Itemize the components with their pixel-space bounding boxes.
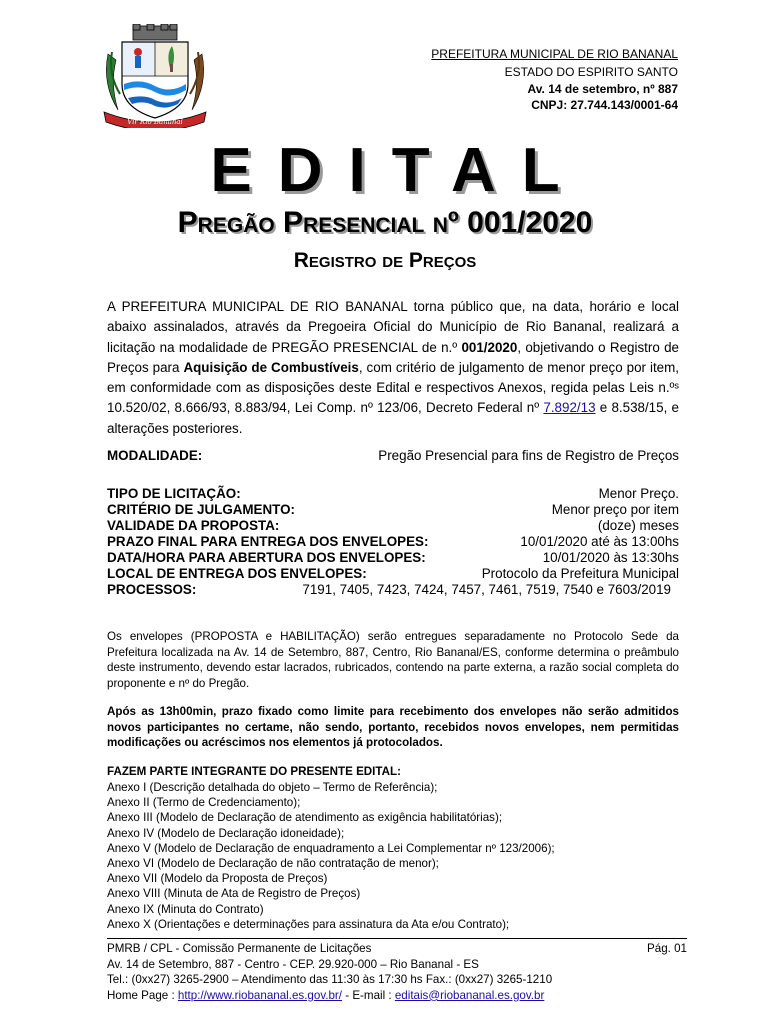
field-value: Pregão Presencial para fins de Registro de Preços [378, 448, 679, 463]
footer-phones: Tel.: (0xx27) 3265-2900 – Atendimento das 11:30 às 17:30 hs Fax.: (0xx27) 3265-1210 [107, 973, 553, 987]
field-value: 7191, 7405, 7423, 7424, 7457, 7461, 7519, 7540 e 7603/2019 [302, 582, 671, 597]
list-item: Anexo VIII (Minuta de Ata de Registro de Preços) [107, 887, 361, 901]
list-item: Anexo II (Termo de Credenciamento); [107, 796, 301, 810]
header-cnpj: CNPJ: 27.744.143/0001-64 [531, 98, 678, 112]
deadline-paragraph: Após as 13h00min, prazo fixado como limite para recebimento dos envelopes não serão admitidos novos participantes no certame, não sendo, portanto, recebidos novos envelopes, nem permitidas modificações ou acréscimos nos elementos já protocolados. [107, 705, 679, 750]
email-label: - E-mail : [342, 988, 395, 1002]
footer-divider [107, 938, 687, 939]
page-footer [107, 941, 687, 1003]
envelopes-paragraph: Os envelopes (PROPOSTA e HABILITAÇÃO) serão entregues separadamente no Protocolo Sede da Prefeitura localizada na Av. 14 de Setembro, 887, Centro, Rio Bananal/ES, conforme determina o preâmbulo deste instrumento, devendo estar lacrados, rubricados, contendo na parte externa, a razão social completa do proponente e nº do Pregão. [107, 630, 679, 690]
header-prefeitura: PREFEITURA MUNICIPAL DE RIO BANANAL [431, 47, 678, 61]
intro-text-2: , objetivando o Registro de Preços para [107, 339, 679, 375]
document-subtitle: Pregão Presencial nº 001/2020 [177, 206, 593, 239]
list-item: Anexo V (Modelo de Declaração de enquadramento a Lei Complementar nº 123/2006); [107, 841, 555, 855]
field-value: Menor preço por item [551, 502, 679, 517]
email-link[interactable]: editais@riobananal.es.gov.br [394, 988, 545, 1002]
intro-object: Aquisição de Combustíveis [183, 359, 359, 375]
intro-text-4: e 8.538/15, e alterações posteriores. [107, 400, 679, 436]
annexes-heading: FAZEM PARTE INTEGRANTE DO PRESENTE EDITAL: [107, 765, 401, 778]
municipal-crest-logo [100, 24, 210, 128]
document-subtitle-registro: Registro de Preços [293, 249, 477, 272]
list-item: Anexo VII (Modelo da Proposta de Preços) [107, 872, 328, 886]
list-item: Anexo X (Orientações e determinações para assinatura da Ata e/ou Contrato); [107, 917, 510, 931]
intro-text-3: , com critério de julgamento de menor preço por item, em conformidade com as disposições deste Edital e respectivos Anexos, regida pelas Leis n.ºˢ 10.520/02, 8.666/93, 8.883/94, Lei Comp. nº 123/06, Decreto Federal nº [107, 359, 679, 416]
field-value: Menor Preço. [598, 486, 679, 501]
home-page-link[interactable]: http://www.riobananal.es.gov.br/ [177, 988, 343, 1002]
field-value: Protocolo da Prefeitura Municipal [481, 566, 679, 581]
field-label: CRITÉRIO DE JULGAMENTO: [107, 502, 295, 517]
list-item: Anexo IX (Minuta do Contrato) [107, 902, 264, 916]
page-number: Pág. 01 [647, 942, 687, 955]
field-label: PROCESSOS: [107, 582, 197, 597]
field-value: 10/01/2020 às 13:30hs [542, 550, 679, 565]
field-value: 10/01/2020 até às 13:00hs [520, 534, 679, 549]
footer-links [107, 988, 687, 1004]
field-label: TIPO DE LICITAÇÃO: [107, 486, 241, 501]
crest-motto: Vir Rio Bananal [127, 118, 183, 126]
header-address: Av. 14 de setembro, nº 887 [527, 82, 678, 96]
intro-text-1: A PREFEITURA MUNICIPAL DE RIO BANANAL torna público que, na data, horário e local abaixo assinalados, através da Pregoeira Oficial do Município de Rio Bananal, realizará a licitação na modalidade de PREGÃO PRESENCIAL de n.º [107, 299, 679, 355]
footer-commission: PMRB / CPL - Comissão Permanente de Licitações [107, 942, 372, 955]
list-item: Anexo IV (Modelo de Declaração idoneidade); [107, 826, 345, 840]
field-value: (doze) meses [597, 518, 679, 533]
header-estado: ESTADO DO ESPIRITO SANTO [504, 65, 678, 79]
list-item: Anexo III (Modelo de Declaração de atendimento as exigência habilitatórias); [107, 811, 503, 825]
home-label: Home Page : [107, 988, 178, 1002]
intro-paragraph [107, 297, 679, 439]
footer-address: Av. 14 de Setembro, 887 - Centro - CEP. 29.920-000 – Rio Bananal - ES [107, 957, 479, 971]
document-title: EDITAL [210, 136, 586, 205]
list-item: Anexo I (Descrição detalhada do objeto – Termo de Referência); [107, 781, 438, 794]
intro-pregao-number: 001/2020 [461, 339, 518, 355]
decree-link[interactable]: 7.892/13 [543, 400, 596, 416]
field-label: VALIDADE DA PROPOSTA: [107, 518, 280, 533]
field-label: PRAZO FINAL PARA ENTREGA DOS ENVELOPES: [107, 534, 429, 549]
field-label: DATA/HORA PARA ABERTURA DOS ENVELOPES: [107, 550, 426, 565]
list-item: Anexo VI (Modelo de Declaração de não contratação de menor); [107, 857, 439, 871]
field-label: MODALIDADE: [107, 448, 203, 463]
annexes-list [107, 780, 679, 932]
field-label: LOCAL DE ENTREGA DOS ENVELOPES: [107, 566, 367, 581]
